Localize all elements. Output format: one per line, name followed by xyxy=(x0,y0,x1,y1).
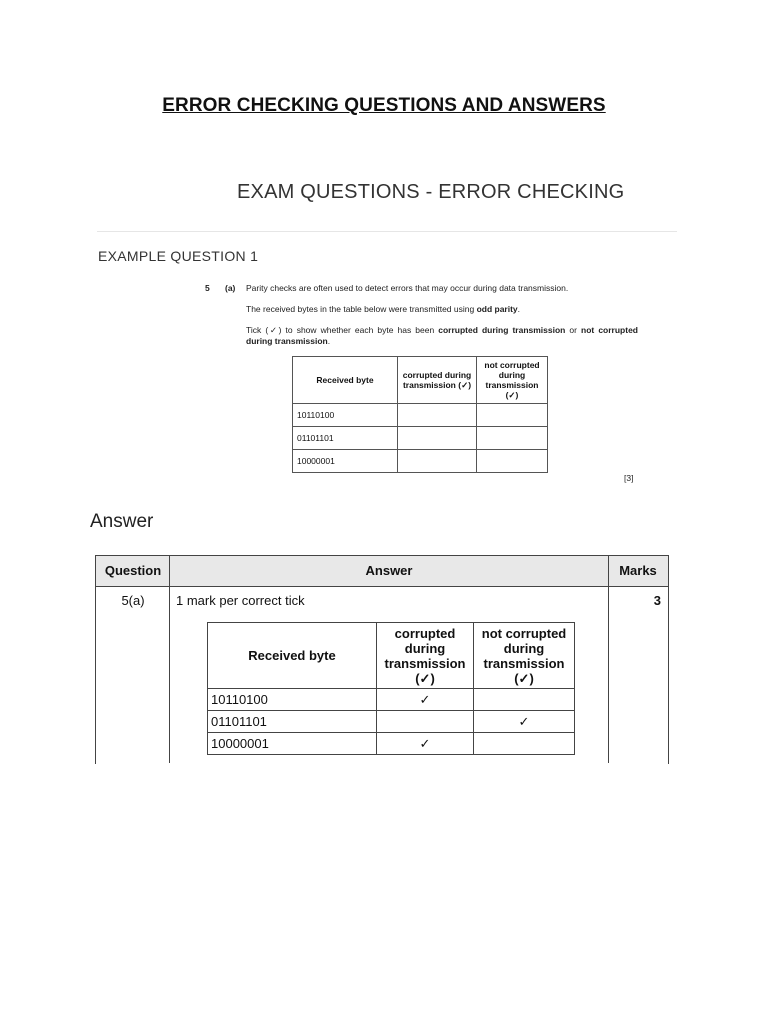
parity-prefix: The received bytes in the table below were transmitted using xyxy=(246,304,477,314)
q-corrupted-cell xyxy=(398,404,477,427)
table-row xyxy=(208,689,575,711)
q-not-corrupted-cell xyxy=(477,427,548,450)
instruction-suffix: . xyxy=(327,336,331,346)
question-table xyxy=(292,356,548,473)
a-header-not-corrupted: not corrupted during transmission (✓) xyxy=(474,623,575,689)
q-not-corrupted-cell xyxy=(477,404,548,427)
parity-type: odd parity xyxy=(476,304,518,314)
q-corrupted-cell xyxy=(398,450,477,473)
q-not-corrupted-cell xyxy=(477,450,548,473)
a-byte-cell: 10000001 xyxy=(208,733,377,755)
question-parity-statement xyxy=(246,304,520,314)
a-corrupted-tick: ✓ xyxy=(377,733,474,755)
answer-question-id: 5(a) xyxy=(121,593,145,608)
header-marks: Marks xyxy=(619,563,657,578)
question-intro: Parity checks are often used to detect errors that may occur during data transmission. xyxy=(246,283,569,293)
a-not-corrupted-tick xyxy=(474,733,575,755)
header-answer: Answer xyxy=(365,563,413,578)
a-corrupted-tick xyxy=(377,711,474,733)
example-question-label: EXAMPLE QUESTION 1 xyxy=(98,248,259,264)
instruction-or: or xyxy=(565,325,582,335)
a-not-corrupted-tick xyxy=(474,689,575,711)
answer-marks: 3 xyxy=(653,593,661,608)
table-row xyxy=(208,733,575,755)
exam-heading: EXAM QUESTIONS - ERROR CHECKING xyxy=(237,181,625,203)
column-divider xyxy=(608,555,609,763)
q-byte-cell: 01101101 xyxy=(293,427,398,450)
a-byte-cell: 01101101 xyxy=(208,711,377,733)
document-title: ERROR CHECKING QUESTIONS AND ANSWERS xyxy=(162,95,606,116)
table-row xyxy=(293,427,548,450)
table-row xyxy=(293,450,548,473)
instruction-corrupted: corrupted during transmission xyxy=(438,325,566,335)
a-header-corrupted: corrupted during transmission (✓) xyxy=(377,623,474,689)
instruction-prefix: Tick (✓) to show whether each byte has been xyxy=(246,325,439,335)
question-instruction xyxy=(246,325,638,347)
q-byte-cell: 10110100 xyxy=(293,404,398,427)
a-byte-cell: 10110100 xyxy=(208,689,377,711)
question-part: (a) xyxy=(225,283,236,293)
table-row xyxy=(208,711,575,733)
instruction-not-corrupted: not corrupted during transmission xyxy=(246,325,638,346)
a-not-corrupted-tick: ✓ xyxy=(474,711,575,733)
answer-label: Answer xyxy=(90,511,154,532)
a-header-received-byte: Received byte xyxy=(208,623,377,689)
q-header-not-corrupted: not corrupted during transmission (✓) xyxy=(477,357,548,404)
question-marks: [3] xyxy=(624,473,634,483)
table-row xyxy=(293,404,548,427)
q-corrupted-cell xyxy=(398,427,477,450)
a-corrupted-tick: ✓ xyxy=(377,689,474,711)
answer-inner-table xyxy=(207,622,575,755)
heading-divider xyxy=(97,231,677,232)
q-header-corrupted: corrupted during transmission (✓) xyxy=(398,357,477,404)
question-number: 5 xyxy=(205,283,210,293)
column-divider xyxy=(169,555,170,763)
answer-description: 1 mark per correct tick xyxy=(176,593,305,608)
parity-suffix: . xyxy=(517,304,521,314)
q-byte-cell: 10000001 xyxy=(293,450,398,473)
q-header-received-byte: Received byte xyxy=(293,357,398,404)
header-question: Question xyxy=(104,563,162,578)
